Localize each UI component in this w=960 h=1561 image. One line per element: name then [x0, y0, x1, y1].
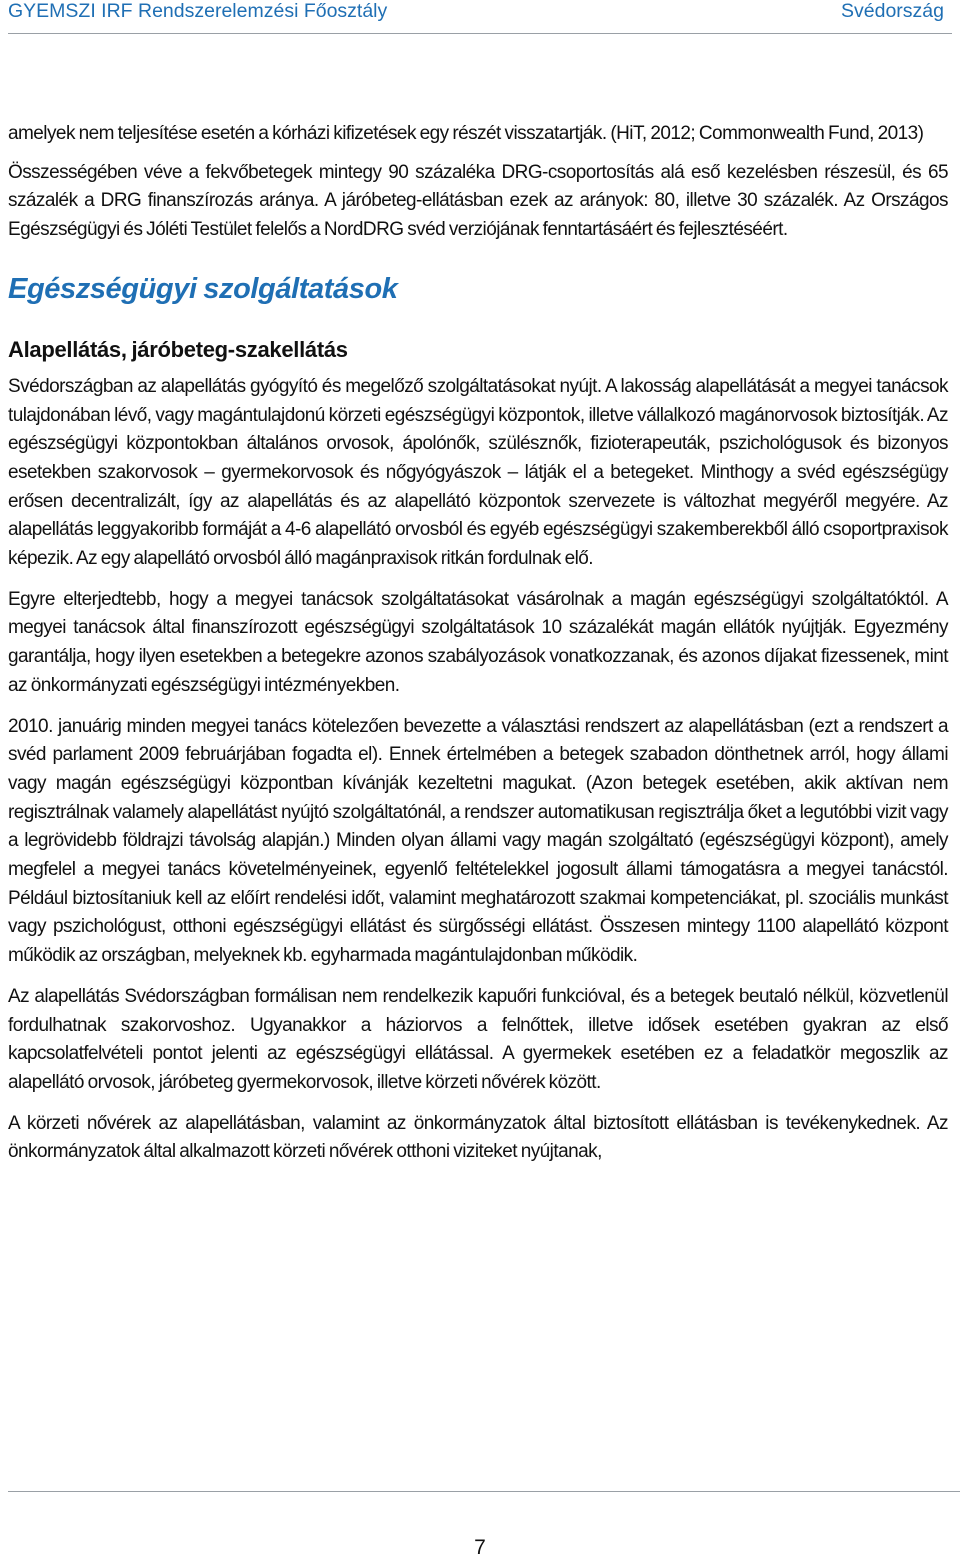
paragraph-private-providers: Egyre elterjedtebb, hogy a megyei tanácsok szolgáltatásokat vásárolnak a magán egészségügyi szolgáltatóktól. A megyei tanácsok által finanszírozott egészségügyi szolgáltatások 10 százalékát magán ellátók nyújtják. Egyezmény garantálja, hogy ilyen esetekben a betegekre azonos szabályozások vonatkozzanak, és azonos díjakat fizessenek, mint az önkormányzati egészségügyi intézményekben. — [8, 588, 948, 696]
paragraph-gatekeeping: Az alapellátás Svédországban formálisan nem rendelkezik kapuőri funkcióval, és a betegek beutaló nélkül, közvetlenül fordulhatnak szakorvoshoz. Ugyanakkor a háziorvos a felnőttek, illetve idősek esetében gyakran az első kapcsolatfelvételi pontot jelenti az egészségügyi ellátással. A gyermekek esetében ez a feladatkör megoszlik az alapellátó orvosok, járóbeteg gyermekorvosok, illetve körzeti nővérek között. — [8, 985, 948, 1093]
header-divider — [8, 33, 952, 34]
paragraph-primary-care: Svédországban az alapellátás gyógyító és megelőző szolgáltatásokat nyújt. A lakosság alapellátását a megyei tanácsok tulajdonában lévő, vagy magántulajdonú körzeti egészségügyi központok, illetve vállalkozó magánorvosok biztosítják. Az egészségügyi központokban általános orvosok, ápolónők, szülésznők, fizioterapeuták, pszichológusok és bizonyos esetekben szakorvosok – gyermekorvosok és nőgyógyászok – látják el a betegeket. Minthogy a svéd egészségügy erősen decentralizált, így az alapellátás és az alapellátó központok szervezete is változhat megyéről megyére. Az alapellátás leggyakoribb formáját a 4-6 alapellátó orvosból és egyéb egészségügyi szakemberekből álló csoportpraxisok képezik. Az egy alapellátó orvosból álló magánpraxisok ritkán fordulnak elő. — [8, 375, 948, 570]
header-organization: GYEMSZI IRF Rendszerelemzési Főosztály — [8, 0, 388, 22]
paragraph-drg-share: Összességében véve a fekvőbetegek mintegy 90 százaléka DRG-csoportosítás alá eső kezelésben részesül, és 65 százalék a DRG finanszírozás aránya. A járóbeteg-ellátásban ezek az arányok: 80, illetve 30 százalék. Az Országos Egészségügyi és Jóléti Testület felelős a NordDRG svéd verziójának fenntartásáért és fejlesztéséért. — [8, 161, 948, 241]
paragraph-continuation: amelyek nem teljesítése esetén a kórházi kifizetések egy részét visszatartják. (HiT, 2012; Commonwealth Fund, 2013) — [8, 123, 924, 144]
paragraph-district-nurses: A körzeti nővérek az alapellátásban, valamint az önkormányzatok által biztosított ellátásban is tevékenykednek. Az önkormányzatok által alkalmazott körzeti nővérek otthoni viziteket nyújtanak, — [8, 1112, 948, 1163]
footer-divider — [8, 1491, 960, 1492]
document-body — [8, 120, 948, 1179]
page-number: 7 — [474, 1536, 486, 1559]
paragraph-choice-system: 2010. januárig minden megyei tanács kötelezően bevezette a választási rendszert az alapellátásban (ezt a rendszert a svéd parlament 2009 februárjában fogadta el). Ennek értelmében a betegek szabadon dönthetnek arról, hogy állami vagy magán egészségügyi központban kívánják kezeltetni magukat. (Azon betegek esetében, akik aktívan nem regisztrálnak valamely alapellátást nyújtó szolgáltatónál, a rendszer automatikusan regisztrálja őket a legutóbbi vizit vagy a legrövidebb földrajzi távolság alapján.) Minden olyan állami vagy magán szolgáltató (egészségügyi központ), amely megfelel a megyei tanács követelményeinek, egyenlő feltételekkel jogosult állami támogatásra a megyei tanácstól. Például biztosítaniuk kell az előírt rendelési időt, valamint meghatározott szakmai kompetenciákat, pl. szociális munkást vagy pszichológust, otthoni egészségügyi ellátást és sürgősségi ellátást. Összesen mintegy 1100 alapellátó központ működik az országban, melyeknek kb. egyharmada magántulajdonban működik. — [8, 715, 948, 967]
header-country: Svédország — [841, 0, 944, 22]
section-title: Egészségügyi szolgáltatások — [8, 272, 398, 305]
running-header — [8, 0, 952, 30]
subsection-title: Alapellátás, járóbeteg-szakellátás — [8, 336, 348, 362]
